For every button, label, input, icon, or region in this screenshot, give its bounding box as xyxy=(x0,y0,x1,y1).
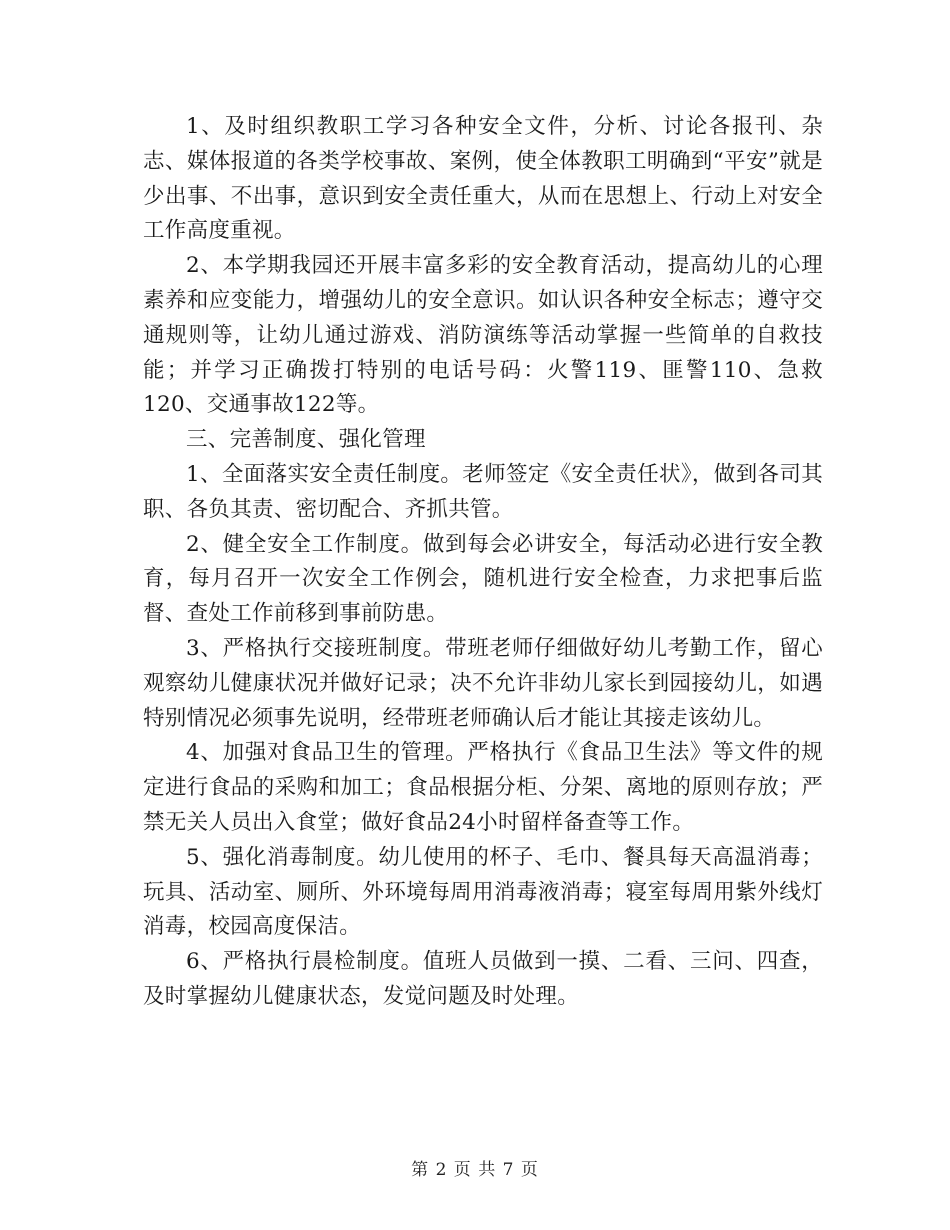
paragraph-1: 1、及时组织教职工学习各种安全文件，分析、讨论各报刊、杂志、媒体报道的各类学校事故、案例，使全体教职工明确到“平安”就是少出事、不出事，意识到安全责任重大，从而在思想上、行动上对安全工作高度重视。 xyxy=(143,114,823,244)
page-number-footer: 第 2 页 共 7 页 xyxy=(411,1160,539,1180)
paragraph-3: 1、全面落实安全责任制度。老师签定《安全责任状》，做到各司其职、各负其责、密切配合、齐抓共管。 xyxy=(143,461,823,522)
paragraph-8: 6、严格执行晨检制度。值班人员做到一摸、二看、三问、四查，及时掌握幼儿健康状态，发觉问题及时处理。 xyxy=(143,949,823,1009)
document-body xyxy=(143,110,823,1015)
paragraph-2: 2、本学期我园还开展丰富多彩的安全教育活动，提高幼儿的心理素养和应变能力，增强幼儿的安全意识。如认识各种安全标志；遵守交通规则等，让幼儿通过游戏、消防演练等活动掌握一些简单的自救技能；并学习正确拨打特别的电话号码：火警119、匪警110、急救120、交通事故122等。 xyxy=(143,253,823,418)
paragraph-7: 5、强化消毒制度。幼儿使用的杯子、毛巾、餐具每天高温消毒；玩具、活动室、厕所、外环境每周用消毒液消毒；寝室每周用紫外线灯消毒，校园高度保洁。 xyxy=(143,844,823,940)
paragraph-6: 4、加强对食品卫生的管理。严格执行《食品卫生法》等文件的规定进行食品的采购和加工；食品根据分柜、分架、离地的原则存放；严禁无关人员出入食堂；做好食品24小时留样备查等工作。 xyxy=(143,740,823,835)
paragraph-5: 3、严格执行交接班制度。带班老师仔细做好幼儿考勤工作，留心观察幼儿健康状况并做好记录；决不允许非幼儿家长到园接幼儿，如遇特别情况必须事先说明，经带班老师确认后才能让其接走该幼儿。 xyxy=(143,635,823,731)
paragraph-4: 2、健全安全工作制度。做到每会必讲安全，每活动必进行安全教育，每月召开一次安全工作例会，随机进行安全检查，力求把事后监督、查处工作前移到事前防患。 xyxy=(143,531,823,627)
section-heading: 三、完善制度、强化管理 xyxy=(186,427,426,453)
